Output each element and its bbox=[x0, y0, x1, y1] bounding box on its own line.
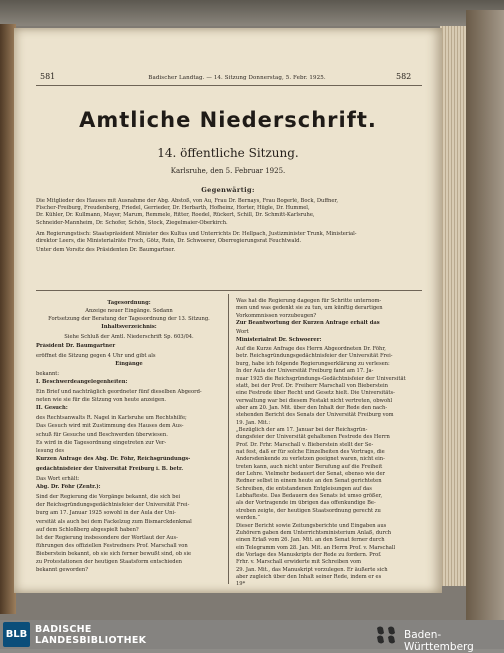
column-line: aber zugleich über den Inhalt seiner Rede, indem er es bbox=[236, 573, 382, 580]
column-line: nuar 1925 die Reichsgründungs-Gedächtnisfeier der Universität bbox=[236, 375, 406, 382]
present-line: Unter dem Vorsitz des Präsidenten Dr. Baumgartner. bbox=[36, 247, 176, 254]
column-line: der Lehre. Vielmehr bedauert der Senat, ebenso wie der bbox=[236, 471, 386, 478]
column-line: eröffnet die Sitzung gegen 4 Uhr und gibt als bbox=[36, 352, 156, 359]
column-line: die Vorlage des Manuskripts der Rede zu fordern. Prof. bbox=[236, 551, 382, 558]
baden-wuerttemberg-lions-icon bbox=[374, 624, 400, 646]
document-page bbox=[14, 28, 442, 593]
column-line: zu Protestationen der heutigen Staatsform entschieden bbox=[36, 559, 182, 565]
column-line: Frhr. v. Marschall erwiderte mit Schreiben vom bbox=[236, 559, 362, 566]
column-line: Siehe Schluß der Amtl. Niederschrift Sp. 603/04. bbox=[64, 334, 194, 341]
column-line: Andersdenkende zu verletzen geeignet waren, nicht ein- bbox=[236, 456, 385, 463]
date-line: Karlsruhe, den 5. Februar 1925. bbox=[170, 167, 286, 175]
column-line: Es wird in die Tagesordnung eingetreten zur Ver- bbox=[36, 439, 167, 446]
column-line: dungsfeier der Universität gehaltenen Festrede des Herrn bbox=[236, 434, 390, 441]
column-line: Das Gesuch wird mit Zustimmung des Hauses dem Aus- bbox=[36, 423, 184, 430]
column-line: der Reichsgründungsgedächtnisfeier der Universität Frei- bbox=[36, 502, 190, 509]
column-line: einen Erlaß vom 26. Jan. Mit. an den Senat ferner durch bbox=[236, 537, 385, 544]
column-line: Dieser Bericht sowie Zeitungsberichte und Eingaben aus bbox=[236, 522, 387, 529]
column-line: bekannt geworden? bbox=[36, 567, 88, 574]
present-line: direktor Leers, die Ministerialräte Froch, Götz, Rein, Dr. Schwoerer, Oberregierungsrat Feuchtwald. bbox=[36, 238, 302, 244]
column-line: werden.“ bbox=[236, 515, 261, 522]
column-line: Prof. Dr. Frhr. Marschall v. Bieberstein stellt der Se- bbox=[236, 441, 374, 448]
present-line: Dr. Kühler, Dr. Kullmann, Mayer, Marum, Remmele, Ritter, Roedel, Rückert, Schill, Dr. Schmitt-Karlsruhe, bbox=[36, 212, 315, 219]
column-line: verwaltung war bei diesem Festakt nicht vertreten, obwohl bbox=[236, 397, 393, 404]
column-line: auf dem Schloßberg abgespielt haben? bbox=[36, 526, 139, 533]
column-line: bekannt: bbox=[36, 370, 60, 377]
column-line: Redner selbst in einem heute an den Senat gerichteten bbox=[236, 478, 382, 485]
column-line: Fortsetzung der Beratung der Tagesordnung der 13. Sitzung. bbox=[48, 316, 210, 323]
column-line: gedächtnisfeier der Universität Freiburg i. B. betr. bbox=[36, 465, 184, 472]
column-line: aber am 20. Jan. Mit. über den Inhalt der Rede den nach- bbox=[236, 404, 388, 411]
column-line: Eingänge bbox=[115, 360, 143, 367]
column-line: II. Gesuch: bbox=[36, 405, 68, 412]
book-cover-top bbox=[0, 0, 504, 26]
column-line: burg am 17. Januar 1925 sowohl in der Aula der Uni- bbox=[36, 510, 176, 517]
column-line: nat fest, daß er für solche Einzelheiten des Vortrags, die bbox=[236, 449, 385, 455]
column-line: Auf die Kurze Anfrage des Herrn Abgeordneten Dr. Föhr, bbox=[236, 346, 386, 353]
column-line: Bieberstein bekannt, ob sie sich ferner bewußt sind, ob sie bbox=[36, 550, 192, 557]
column-line: stehenden Bericht des Senats der Universität Freiburg vom bbox=[236, 412, 394, 419]
column-line: Kurzen Anfrage des Abg. Dr. Föhr, Reichsgründungs- bbox=[36, 455, 191, 462]
column-line: Zur Beantwortung der Kurzen Anfrage erhält das bbox=[236, 320, 380, 327]
left-page-number: 581 bbox=[40, 72, 56, 81]
column-line: 19* bbox=[236, 581, 246, 588]
column-line: In der Aula der Universität Freiburg fand am 17. Ja- bbox=[236, 368, 374, 375]
column-line: eine Festrede über Recht und Gesetz hielt. Die Universitäts- bbox=[236, 390, 395, 397]
session-subtitle: 14. öffentliche Sitzung. bbox=[157, 146, 299, 160]
column-line: streben zeigte, der heutigen Staatsordnung gerecht zu bbox=[236, 507, 381, 514]
column-line: versität als auch bei dem Fackelzug zum Bismarckdenkmal bbox=[36, 518, 192, 525]
column-line: Schreiben, die entstandenen Entgleisungen auf das bbox=[236, 485, 372, 492]
column-line: Präsident Dr. Baumgartner bbox=[36, 342, 116, 349]
present-line: Die Mitglieder des Hauses mit Ausnahme der Abg. Abstoß, von Au, Frau Dr. Bernays, Frau Bogerlé, Bock, Duffner, bbox=[36, 198, 338, 204]
column-line: als der Vortragende im übrigen das offenkundige Be- bbox=[236, 500, 376, 507]
present-heading: Gegenwärtig: bbox=[201, 186, 255, 194]
column-line: Das Wort erhält: bbox=[36, 476, 80, 482]
column-line: lesung des bbox=[36, 447, 65, 454]
column-line: Ein Brief und nachträglich geordneter fünf dieselben Abgeord- bbox=[36, 389, 202, 395]
present-line: Am Regierungstisch: Staatspräsident Minister des Kultus und Unterrichts Dr. Hellpach, Justizminister Trunk, Ministerial- bbox=[36, 230, 357, 237]
column-line: Ist der Regierung insbesondere der Wortlaut der Aus- bbox=[36, 534, 178, 541]
column-line: Tagesordnung: bbox=[107, 300, 151, 306]
document-title: Amtliche Niederschrift. bbox=[79, 108, 377, 132]
column-line: Inhaltsverzeichnis: bbox=[101, 324, 157, 331]
column-line: Was hat die Regierung dagegen für Schritte unternom- bbox=[236, 298, 382, 304]
column-line: Wort bbox=[236, 329, 249, 336]
book-cover-right bbox=[466, 10, 504, 620]
column-line: Anzeige neuer Eingänge. Sodann bbox=[85, 308, 173, 315]
column-line: statt, bei der Prof. Dr. Freiherr Marschall von Bieberstein bbox=[236, 382, 388, 389]
blb-logo[interactable] bbox=[3, 622, 30, 647]
section-rule bbox=[36, 290, 422, 291]
column-line: 19. Jan. Mit.: bbox=[236, 419, 271, 426]
column-line: ein Telegramm vom 28. Jan. Mit. an Herrn Prof. v. Marschall bbox=[236, 544, 396, 551]
column-line: Zuhörern gaben dem Unterrichtsministerium Anlaß, durch bbox=[236, 529, 392, 536]
blb-logo-text: BLB bbox=[5, 629, 28, 640]
column-line: burg, habe ich folgende Regierungserklärung zu verlesen: bbox=[236, 360, 390, 367]
column-line: Ministerialrat Dr. Schwoerer: bbox=[236, 336, 322, 343]
running-header: Badischer Landtag. — 14. Sitzung Donnerstag, 5. Febr. 1925. bbox=[148, 75, 326, 81]
column-line: betr. Reichsgründungsgedächtnisfeier der Universität Frei- bbox=[236, 353, 393, 360]
column-line: schuß für Gesuche und Beschwerden überwiesen. bbox=[36, 431, 168, 438]
header-rule bbox=[36, 85, 422, 86]
present-line: Schneider-Mannheim, Dr. Schofer, Schön, Stock, Ziegelmaier-Oberkirch. bbox=[36, 219, 228, 226]
column-line: Vorkommnissen vorzubeugen? bbox=[236, 312, 317, 319]
column-divider bbox=[228, 294, 229, 584]
column-line: „Bezüglich der am 17. Januar bei der Reichsgrün- bbox=[236, 426, 368, 433]
right-page-number: 582 bbox=[396, 72, 412, 81]
column-line: treten kann, auch nicht unter Berufung auf die Freiheit bbox=[236, 463, 383, 470]
region-label: Baden-Württemberg bbox=[404, 629, 474, 653]
column-line: Lebhafteste. Das Bedauern des Senats ist umso größer, bbox=[236, 493, 383, 500]
present-line: Fischer-Freiburg, Freudenberg, Friedel, Gerrieder, Dr. Herbarth, Hofheinz, Horter, Hügle, Dr. Hummel, bbox=[36, 205, 310, 212]
column-line: I. Beschwerdeangelegenheiten: bbox=[36, 378, 128, 385]
column-line: neten wie sie für die Sitzung von heute anzeigen. bbox=[36, 397, 167, 404]
library-name-line2: LANDESBIBLIOTHEK bbox=[35, 635, 147, 646]
column-line: Abg. Dr. Föhr (Zentr.): bbox=[36, 484, 101, 491]
column-line: führungen des offiziellen Festredners Prof. Marschall von bbox=[36, 542, 188, 549]
column-line: Sind der Regierung die Vorgänge bekannt, die sich bei bbox=[36, 494, 181, 501]
library-name-line1: BADISCHE bbox=[35, 624, 92, 635]
column-line: 29. Jan. Mit., das Manuskript vorzulegen. Er äußerte sich bbox=[236, 566, 388, 573]
column-line: men und was gedenkt sie zu tun, um künftig derartigen bbox=[236, 305, 383, 312]
column-line: des Rechtsanwalts R. Nagel in Karlsruhe um Rechtshilfe; bbox=[36, 415, 187, 422]
